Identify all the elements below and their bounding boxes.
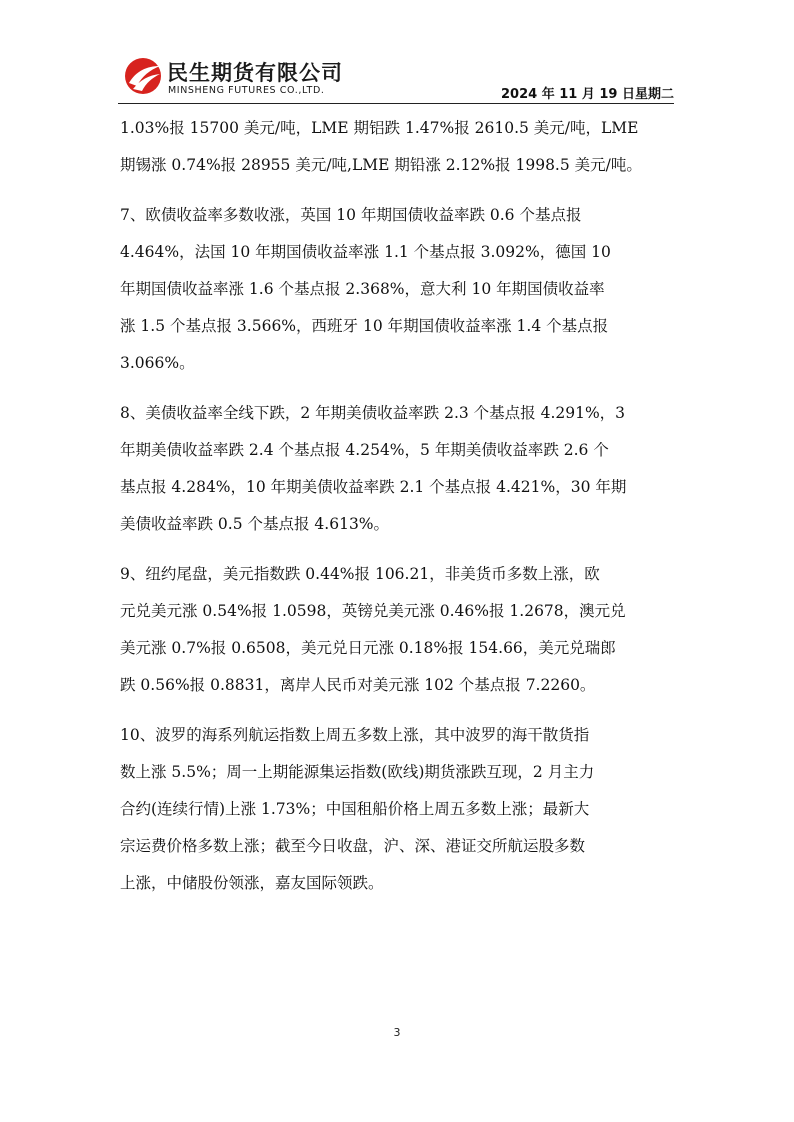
text-line: 年期国债收益率涨 1.6 个基点报 2.368%，意大利 10 年期国债收益率 [120,280,605,298]
text-line: 美债收益率跌 0.5 个基点报 4.613%。 [120,515,390,533]
text-line: 跌 0.56%报 0.8831，离岸人民币对美元涨 102 个基点报 7.2260。 [120,676,596,694]
report-date: 2024 年 11 月 19 日星期二 [501,87,674,102]
company-logo [123,56,373,100]
text-line: 合约(连续行情)上涨 1.73%；中国租船价格上周五多数上涨；最新大 [120,800,590,818]
text-line: 宗运费价格多数上涨；截至今日收盘，沪、深、港证交所航运股多数 [120,837,586,855]
text-line: 年期美债收益率跌 2.4 个基点报 4.254%，5 年期美债收益率跌 2.6 个 [120,441,609,459]
page-header [118,54,674,104]
company-name-en: MINSHENG FUTURES CO.,LTD. [168,85,325,96]
text-line: 3.066%。 [120,354,195,372]
paragraph-metals [120,110,680,184]
text-line: 7、欧债收益率多数收涨，英国 10 年期国债收益率跌 0.6 个基点报 [120,206,582,224]
text-line: 元兑美元涨 0.54%报 1.0598，英镑兑美元涨 0.46%报 1.2678，澳元兑 [120,602,626,620]
text-line: 期锡涨 0.74%报 28955 美元/吨,LME 期铅涨 2.12%报 1998.5 美元/吨。 [120,156,642,174]
text-line: 数上涨 5.5%；周一上期能源集运指数(欧线)期货涨跌互现，2 月主力 [120,763,595,781]
paragraph-us-treasuries [120,395,680,543]
text-line: 4.464%，法国 10 年期国债收益率涨 1.1 个基点报 3.092%，德国 10 [120,243,611,261]
company-name-cn: 民生期货有限公司 [167,61,343,85]
paragraph-fx [120,556,680,704]
text-line: 9、纽约尾盘，美元指数跌 0.44%报 106.21，非美货币多数上涨，欧 [120,565,600,583]
text-line: 美元涨 0.7%报 0.6508，美元兑日元涨 0.18%报 154.66，美元兑瑞郎 [120,639,616,657]
paragraph-shipping [120,717,680,902]
page-number: 3 [393,1026,401,1039]
text-line: 上涨，中储股份领涨，嘉友国际领跌。 [120,874,384,892]
text-line: 基点报 4.284%，10 年期美债收益率跌 2.1 个基点报 4.421%，30 年期 [120,478,627,496]
text-line: 10、波罗的海系列航运指数上周五多数上涨，其中波罗的海干散货指 [120,726,590,744]
text-line: 涨 1.5 个基点报 3.566%，西班牙 10 年期国债收益率涨 1.4 个基点报 [120,317,609,335]
report-body [120,110,680,915]
text-line: 8、美债收益率全线下跌，2 年期美债收益率跌 2.3 个基点报 4.291%，3 [120,404,626,422]
paragraph-euro-bonds [120,197,680,382]
minsheng-logo-icon [123,56,163,96]
header-divider [118,103,674,104]
text-line: 1.03%报 15700 美元/吨，LME 期铝跌 1.47%报 2610.5 美元/吨，LME [120,119,639,137]
